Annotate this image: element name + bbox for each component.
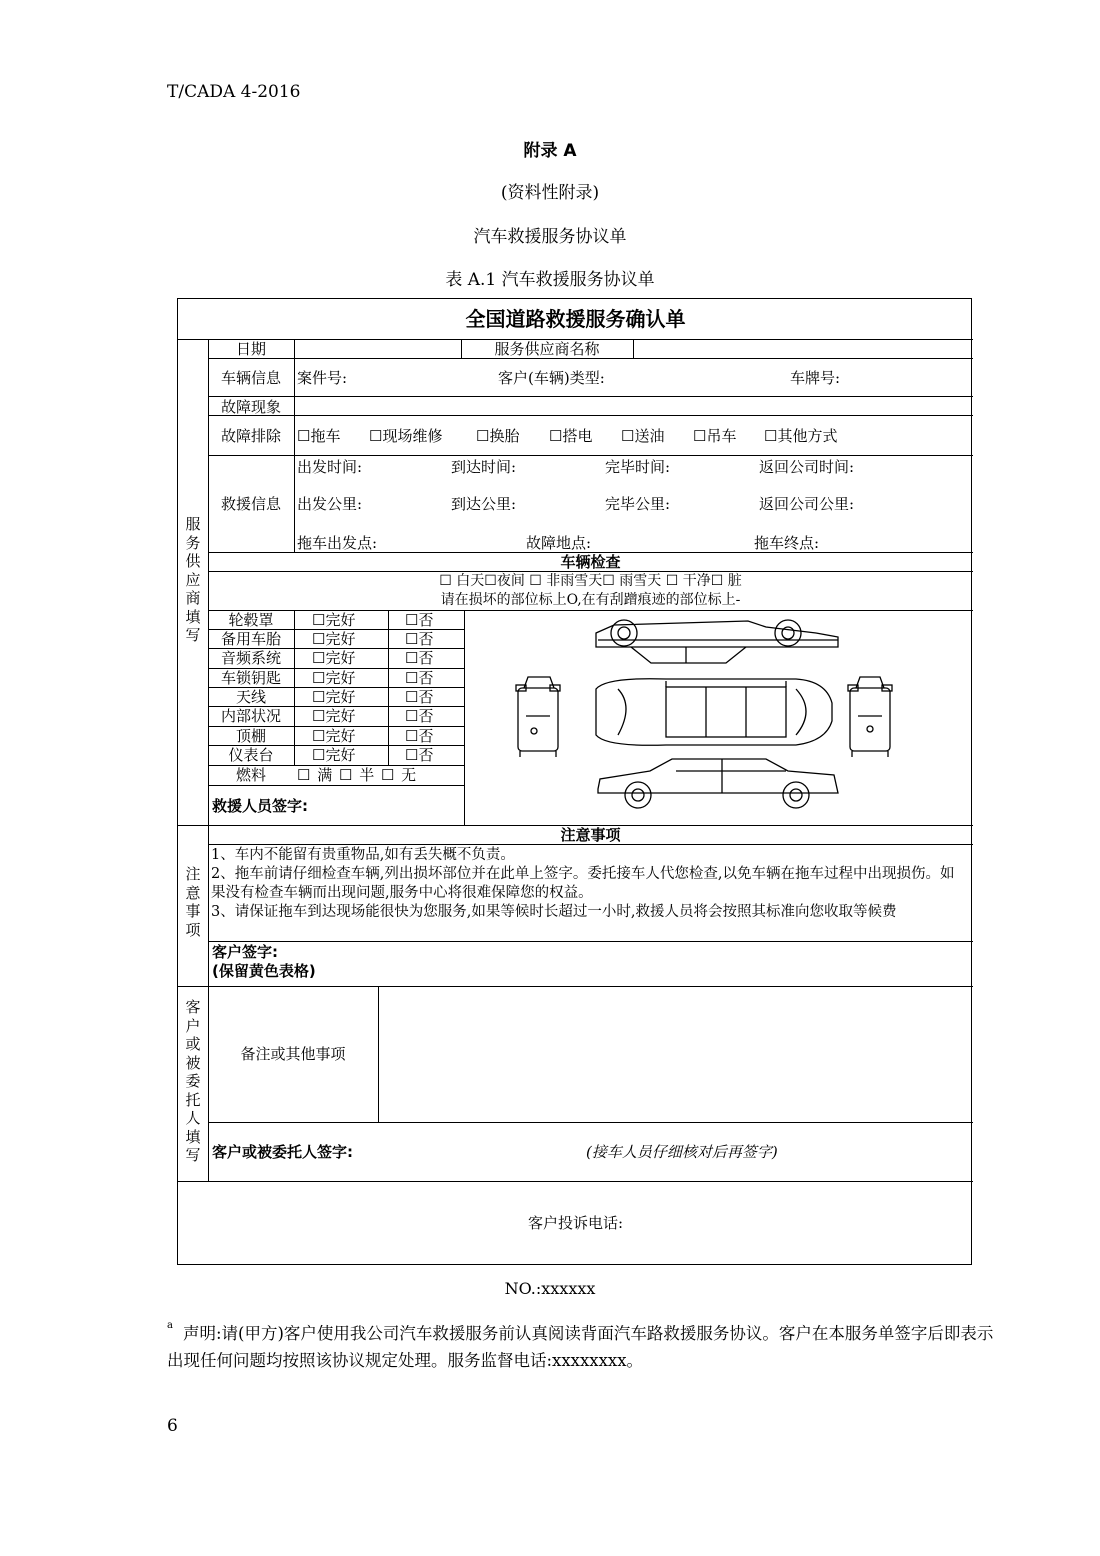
fix-option-jump[interactable]: ☐搭电	[549, 427, 593, 445]
car-front-view	[516, 677, 560, 757]
footnote: 声明:请(甲方)客户使用我公司汽车救援服务前认真阅读背面汽车路救援服务协议。客户在本服务单签字后即表示出现任何问题均按照该协议规定处理。服务监督电话:xxxxxxxx。	[167, 1324, 994, 1370]
return-time-label: 返回公司时间:	[759, 458, 855, 476]
no-checkbox[interactable]: ☐否	[405, 630, 434, 648]
check-item: 内部状况	[220, 707, 281, 725]
complaint-phone-label: 客户投诉电话:	[527, 1214, 624, 1232]
fuel-label: 燃料	[235, 766, 266, 784]
no-checkbox[interactable]: ☐否	[405, 688, 434, 706]
no-checkbox[interactable]: ☐否	[405, 746, 434, 764]
return-km-label: 返回公司公里:	[759, 495, 855, 513]
ok-checkbox[interactable]: ☐完好	[312, 746, 356, 764]
tow-start-label: 拖车出发点:	[297, 534, 378, 552]
rescue-info-label: 救援信息	[220, 495, 281, 513]
fix-label: 故障排除	[220, 427, 281, 445]
fix-option-tow[interactable]: ☐拖车	[297, 427, 341, 445]
arrive-time-label: 到达时间:	[451, 458, 517, 476]
depart-km-label: 出发公里:	[297, 495, 363, 513]
no-checkbox[interactable]: ☐否	[405, 727, 434, 745]
date-label: 日期	[235, 340, 266, 358]
check-item: 车锁钥匙	[220, 669, 281, 687]
finish-km-label: 完毕公里:	[605, 495, 671, 513]
no-checkbox[interactable]: ☐否	[405, 649, 434, 667]
car-top-view	[596, 679, 832, 746]
doc-title: 汽车救援服务协议单	[473, 227, 627, 247]
case-no-label: 案件号:	[297, 369, 348, 387]
fault-label: 故障现象	[220, 398, 281, 416]
customer-signature-label: 客户签字:	[212, 943, 278, 961]
notice-item-2: 2、拖车前请仔细检查车辆,列出损坏部位并在此单上签字。委托接车人代您检查,以免车辆在拖车过程中出现损伤。如果没有检查车辆而出现问题,服务中心将很难保障您的权益。	[211, 866, 955, 901]
weather-line[interactable]: ☐ 白天☐夜间 ☐ 非雨雪天☐ 雨雪天 ☐ 干净☐ 脏	[439, 573, 742, 589]
no-checkbox[interactable]: ☐否	[405, 669, 434, 687]
plate-label: 车牌号:	[790, 369, 841, 387]
footnote-mark: a	[167, 1320, 173, 1331]
notice-item-3: 3、请保证拖车到达现场能很快为您服务,如果等候时长超过一小时,救援人员将会按照其标准向您收取等候费	[211, 904, 897, 920]
notice-item-1: 1、车内不能留有贵重物品,如有丢失概不负责。	[211, 847, 515, 863]
ok-checkbox[interactable]: ☐完好	[312, 630, 356, 648]
fuel-options[interactable]: ☐ 满 ☐ 半 ☐ 无	[297, 766, 418, 784]
notice-list	[211, 846, 966, 922]
car-side-view-bottom	[598, 759, 838, 808]
car-damage-diagram[interactable]	[466, 611, 972, 824]
page-number: 6	[167, 1416, 178, 1436]
ok-checkbox[interactable]: ☐完好	[312, 688, 356, 706]
rescue-form	[177, 298, 972, 1265]
vehicle-info-label: 车辆信息	[220, 369, 281, 387]
customer-type-label: 客户(车辆)类型:	[498, 369, 605, 387]
tow-end-label: 拖车终点:	[754, 534, 820, 552]
car-rear-view	[848, 677, 892, 757]
fix-option-tire[interactable]: ☐换胎	[476, 427, 520, 445]
notice-section-label: 注意事项	[185, 865, 201, 939]
check-item: 天线	[235, 688, 266, 706]
inspection-title: 车辆检查	[560, 553, 621, 571]
check-item: 仪表台	[228, 746, 274, 764]
ok-checkbox[interactable]: ☐完好	[312, 727, 356, 745]
rescuer-signature-label: 救援人员签字:	[212, 797, 308, 815]
notice-title: 注意事项	[560, 826, 621, 844]
fix-option-fuel[interactable]: ☐送油	[621, 427, 665, 445]
check-item: 顶棚	[235, 727, 266, 745]
remarks-label: 备注或其他事项	[240, 1045, 346, 1063]
client-signature-label: 客户或被委托人签字:	[212, 1143, 353, 1161]
check-item: 轮毂罩	[228, 611, 274, 629]
fault-location-label: 故障地点:	[526, 534, 592, 552]
serial-number: NO.:xxxxxx	[504, 1279, 596, 1298]
ok-checkbox[interactable]: ☐完好	[312, 707, 356, 725]
table-caption: 表 A.1 汽车救援服务协议单	[445, 270, 655, 290]
mark-instruction: 请在损坏的部位标上O,在有刮蹭痕迹的部位标上-	[440, 592, 741, 608]
provider-section-label: 服务供应商填写	[185, 515, 201, 644]
fix-option-crane[interactable]: ☐吊车	[693, 427, 737, 445]
finish-time-label: 完毕时间:	[605, 458, 671, 476]
form-title: 全国道路救援服务确认单	[465, 307, 686, 331]
arrive-km-label: 到达公里:	[451, 495, 517, 513]
check-item: 音频系统	[220, 649, 281, 667]
ok-checkbox[interactable]: ☐完好	[312, 669, 356, 687]
no-checkbox[interactable]: ☐否	[405, 707, 434, 725]
check-item: 备用车胎	[220, 630, 281, 648]
fix-option-onsite[interactable]: ☐现场维修	[369, 427, 443, 445]
client-signature-hint: (接车人员仔细核对后再签字)	[586, 1143, 778, 1161]
ok-checkbox[interactable]: ☐完好	[312, 611, 356, 629]
appendix-title: 附录 A	[523, 141, 577, 161]
car-side-view-top	[596, 620, 838, 663]
page-header: T/CADA 4-2016	[167, 82, 301, 102]
fix-option-other[interactable]: ☐其他方式	[764, 427, 838, 445]
depart-time-label: 出发时间:	[297, 458, 363, 476]
appendix-type: (资料性附录)	[500, 183, 600, 203]
customer-section-label: 客户或被委托人填写	[185, 998, 201, 1164]
keep-yellow-note: (保留黄色表格)	[212, 962, 316, 980]
ok-checkbox[interactable]: ☐完好	[312, 649, 356, 667]
provider-name-label: 服务供应商名称	[494, 340, 600, 358]
no-checkbox[interactable]: ☐否	[405, 611, 434, 629]
